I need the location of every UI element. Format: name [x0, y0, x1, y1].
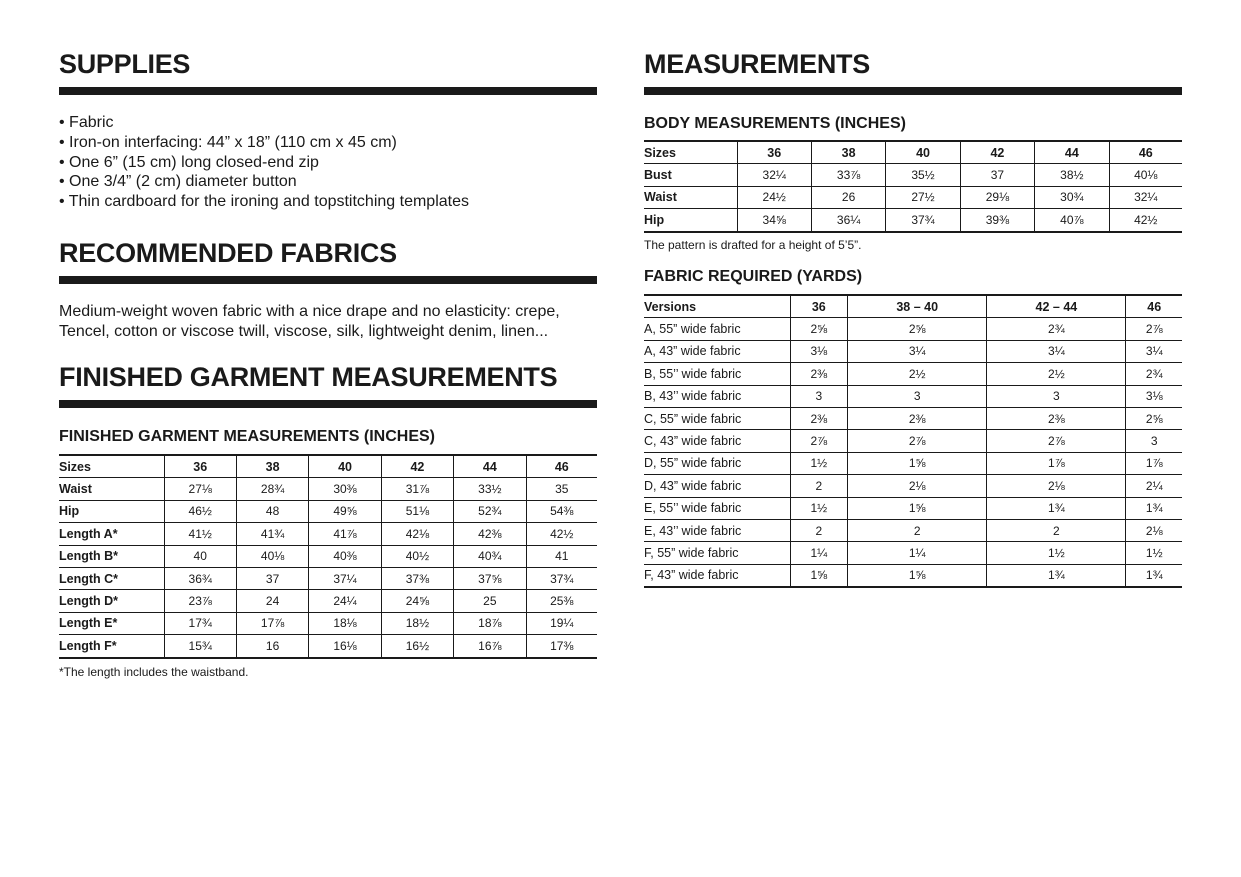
table-cell: 1¾ — [987, 497, 1126, 519]
supplies-item: • One 3/4” (2 cm) diameter button — [59, 173, 297, 191]
table-cell: 26 — [811, 186, 885, 208]
table-cell: 42⅜ — [454, 523, 526, 545]
row-label: Length A* — [59, 523, 164, 545]
table-cell: 32¼ — [737, 164, 811, 186]
column-header-size: 36 — [164, 455, 236, 478]
table-cell: 2⅝ — [1126, 407, 1182, 429]
table-row — [59, 500, 597, 522]
row-label: Hip — [59, 500, 164, 522]
table-cell: 40¾ — [454, 545, 526, 567]
table-cell: 32¼ — [1109, 186, 1182, 208]
table-cell: 2½ — [987, 363, 1126, 385]
table-cell: 37 — [236, 567, 308, 589]
table-cell: 2¾ — [1126, 363, 1182, 385]
table-cell: 16⅞ — [454, 635, 526, 658]
table-row — [644, 564, 1182, 587]
column-header-size: 46 — [526, 455, 597, 478]
table-cell: 2½ — [848, 363, 987, 385]
table-row — [59, 635, 597, 658]
table-cell: 2⅞ — [987, 430, 1126, 452]
finished-measurements-table — [59, 454, 597, 659]
supplies-rule — [59, 87, 597, 95]
table-cell: 1⅝ — [790, 564, 848, 587]
table-row — [59, 545, 597, 567]
row-label: E, 43’’ wide fabric — [644, 519, 790, 541]
table-cell: 36¼ — [811, 209, 885, 232]
table-cell: 2¼ — [1126, 475, 1182, 497]
table-row — [644, 407, 1182, 429]
table-cell: 40 — [164, 545, 236, 567]
table-cell: 40⅛ — [1109, 164, 1182, 186]
table-cell: 3 — [790, 385, 848, 407]
finished-rule — [59, 400, 597, 408]
table-cell: 1⅞ — [1126, 452, 1182, 474]
table-cell: 2⅛ — [1126, 519, 1182, 541]
row-label: Hip — [644, 209, 737, 232]
fabrics-text: Medium-weight woven fabric with a nice drape and no elasticity: crepe, Tencel, cotton or viscose twill, viscose, silk, lightweight denim, linen... — [59, 303, 560, 340]
table-row — [644, 519, 1182, 541]
table-cell: 2⅜ — [848, 407, 987, 429]
table-cell: 2⅞ — [790, 430, 848, 452]
table-row — [644, 430, 1182, 452]
table-cell: 25⅜ — [526, 590, 597, 612]
column-header-size: 38 — [236, 455, 308, 478]
table-cell: 17⅞ — [236, 612, 308, 634]
table-cell: 41 — [526, 545, 597, 567]
table-cell: 16⅛ — [309, 635, 381, 658]
table-cell: 2⅛ — [848, 475, 987, 497]
table-row — [59, 612, 597, 634]
table-cell: 41¾ — [236, 523, 308, 545]
table-cell: 2⅛ — [987, 475, 1126, 497]
row-label: F, 55” wide fabric — [644, 542, 790, 564]
table-cell: 28¾ — [236, 478, 308, 500]
table-cell: 3 — [1126, 430, 1182, 452]
row-label: B, 43’’ wide fabric — [644, 385, 790, 407]
table-cell: 33⅞ — [811, 164, 885, 186]
row-label: Length E* — [59, 612, 164, 634]
supplies-list — [59, 113, 469, 212]
column-header-size: 38 — [811, 141, 885, 164]
supplies-item: • Fabric — [59, 114, 114, 131]
column-header-size: 40 — [309, 455, 381, 478]
table-cell: 1½ — [790, 452, 848, 474]
table-cell: 1⅝ — [848, 564, 987, 587]
row-label: F, 43” wide fabric — [644, 564, 790, 587]
table-cell: 41½ — [164, 523, 236, 545]
row-label: C, 55” wide fabric — [644, 407, 790, 429]
table-cell: 23⅞ — [164, 590, 236, 612]
column-header-size: 40 — [886, 141, 960, 164]
supplies-heading: SUPPLIES — [59, 49, 191, 79]
table-cell: 2¾ — [987, 318, 1126, 340]
table-cell: 29⅛ — [960, 186, 1034, 208]
supplies-item: • Thin cardboard for the ironing and topstitching templates — [59, 193, 469, 211]
column-header-size: 46 — [1109, 141, 1182, 164]
table-cell: 24½ — [737, 186, 811, 208]
table-row — [644, 452, 1182, 474]
table-cell: 52¾ — [454, 500, 526, 522]
table-row — [644, 385, 1182, 407]
table-row — [644, 340, 1182, 362]
table-cell: 2⅝ — [790, 318, 848, 340]
body-note: The pattern is drafted for a height of 5’5”. — [644, 238, 862, 252]
table-cell: 2⅜ — [987, 407, 1126, 429]
supplies-item: • One 6” (15 cm) long closed-end zip — [59, 153, 319, 171]
table-cell: 1⅝ — [848, 452, 987, 474]
table-cell: 37¾ — [526, 567, 597, 589]
table-cell: 42½ — [1109, 209, 1182, 232]
column-header-size: 38 – 40 — [848, 295, 987, 318]
finished-table-title: FINISHED GARMENT MEASUREMENTS (INCHES) — [59, 428, 436, 445]
table-row — [59, 478, 597, 500]
column-header-size: 36 — [790, 295, 848, 318]
table-cell: 3⅛ — [1126, 385, 1182, 407]
row-label: Waist — [59, 478, 164, 500]
table-row — [59, 523, 597, 545]
table-cell: 19¼ — [526, 612, 597, 634]
table-cell: 36¾ — [164, 567, 236, 589]
table-cell: 18½ — [381, 612, 453, 634]
column-header-size: 42 – 44 — [987, 295, 1126, 318]
row-label: Bust — [644, 164, 737, 186]
table-cell: 33½ — [454, 478, 526, 500]
table-row — [644, 186, 1182, 208]
table-cell: 24⅝ — [381, 590, 453, 612]
table-cell: 37¼ — [309, 567, 381, 589]
table-cell: 1½ — [1126, 542, 1182, 564]
finished-note: *The length includes the waistband. — [59, 665, 249, 679]
table-cell: 18⅞ — [454, 612, 526, 634]
column-header-size: 44 — [454, 455, 526, 478]
table-cell: 24¼ — [309, 590, 381, 612]
table-row — [644, 363, 1182, 385]
table-cell: 48 — [236, 500, 308, 522]
table-cell: 1¼ — [790, 542, 848, 564]
table-row — [644, 209, 1182, 232]
fabrics-rule — [59, 276, 597, 284]
body-table-title: BODY MEASUREMENTS (INCHES) — [644, 115, 906, 132]
table-cell: 2⅜ — [790, 407, 848, 429]
table-cell: 34⅝ — [737, 209, 811, 232]
fabrics-heading: RECOMMENDED FABRICS — [59, 238, 397, 268]
table-cell: 35½ — [886, 164, 960, 186]
row-label: Waist — [644, 186, 737, 208]
row-label: Length B* — [59, 545, 164, 567]
table-cell: 31⅞ — [381, 478, 453, 500]
table-cell: 1½ — [987, 542, 1126, 564]
table-cell: 42⅛ — [381, 523, 453, 545]
table-cell: 3⅛ — [790, 340, 848, 362]
column-header-size: 44 — [1035, 141, 1109, 164]
measurements-heading: MEASUREMENTS — [644, 49, 870, 79]
table-cell: 37 — [960, 164, 1034, 186]
table-cell: 41⅞ — [309, 523, 381, 545]
table-cell: 2⅜ — [790, 363, 848, 385]
row-label: Length C* — [59, 567, 164, 589]
table-row — [644, 164, 1182, 186]
table-cell: 37⅝ — [454, 567, 526, 589]
table-row — [59, 567, 597, 589]
table-cell: 2 — [790, 519, 848, 541]
table-cell: 30⅜ — [309, 478, 381, 500]
table-cell: 24 — [236, 590, 308, 612]
fabric-table-title: FABRIC REQUIRED (YARDS) — [644, 268, 863, 285]
column-header-size: 36 — [737, 141, 811, 164]
table-cell: 16 — [236, 635, 308, 658]
table-cell: 30¾ — [1035, 186, 1109, 208]
row-label: Length F* — [59, 635, 164, 658]
table-cell: 17¾ — [164, 612, 236, 634]
table-cell: 1⅞ — [987, 452, 1126, 474]
table-cell: 1¾ — [987, 564, 1126, 587]
table-cell: 1¼ — [848, 542, 987, 564]
table-cell: 38½ — [1035, 164, 1109, 186]
measurements-rule — [644, 87, 1182, 95]
row-label: C, 43” wide fabric — [644, 430, 790, 452]
column-header-label: Versions — [644, 295, 790, 318]
table-cell: 18⅛ — [309, 612, 381, 634]
table-cell: 40⅛ — [236, 545, 308, 567]
table-cell: 40½ — [381, 545, 453, 567]
finished-heading: FINISHED GARMENT MEASUREMENTS — [59, 362, 558, 392]
fabric-required-table — [644, 294, 1182, 588]
table-cell: 54⅜ — [526, 500, 597, 522]
table-cell: 2⅞ — [848, 430, 987, 452]
table-cell: 35 — [526, 478, 597, 500]
table-cell: 40⅜ — [309, 545, 381, 567]
table-cell: 3¼ — [987, 340, 1126, 362]
table-cell: 1½ — [790, 497, 848, 519]
table-cell: 3 — [848, 385, 987, 407]
table-cell: 25 — [454, 590, 526, 612]
table-row — [644, 542, 1182, 564]
table-cell: 51⅛ — [381, 500, 453, 522]
table-cell: 17⅜ — [526, 635, 597, 658]
column-header-size: 46 — [1126, 295, 1182, 318]
column-header-size: 42 — [960, 141, 1034, 164]
table-cell: 37¾ — [886, 209, 960, 232]
column-header-label: Sizes — [59, 455, 164, 478]
table-cell: 3¼ — [1126, 340, 1182, 362]
table-cell: 39⅜ — [960, 209, 1034, 232]
row-label: E, 55’’ wide fabric — [644, 497, 790, 519]
row-label: A, 55” wide fabric — [644, 318, 790, 340]
table-cell: 49⅝ — [309, 500, 381, 522]
table-cell: 2⅝ — [848, 318, 987, 340]
table-cell: 27⅛ — [164, 478, 236, 500]
table-cell: 2 — [848, 519, 987, 541]
table-row — [644, 318, 1182, 340]
table-cell: 1¾ — [1126, 497, 1182, 519]
table-cell: 3¼ — [848, 340, 987, 362]
column-header-label: Sizes — [644, 141, 737, 164]
column-header-size: 42 — [381, 455, 453, 478]
body-measurements-table — [644, 140, 1182, 233]
table-cell: 2 — [790, 475, 848, 497]
table-cell: 27½ — [886, 186, 960, 208]
table-cell: 3 — [987, 385, 1126, 407]
table-row — [59, 590, 597, 612]
table-row — [644, 475, 1182, 497]
table-cell: 40⅞ — [1035, 209, 1109, 232]
table-cell: 37⅜ — [381, 567, 453, 589]
row-label: D, 55” wide fabric — [644, 452, 790, 474]
table-cell: 2⅞ — [1126, 318, 1182, 340]
table-cell: 2 — [987, 519, 1126, 541]
row-label: Length D* — [59, 590, 164, 612]
row-label: D, 43” wide fabric — [644, 475, 790, 497]
row-label: A, 43” wide fabric — [644, 340, 790, 362]
table-cell: 15¾ — [164, 635, 236, 658]
table-cell: 46½ — [164, 500, 236, 522]
table-cell: 16½ — [381, 635, 453, 658]
table-cell: 42½ — [526, 523, 597, 545]
table-row — [644, 497, 1182, 519]
row-label: B, 55’’ wide fabric — [644, 363, 790, 385]
table-cell: 1⅝ — [848, 497, 987, 519]
table-cell: 1¾ — [1126, 564, 1182, 587]
supplies-item: • Iron-on interfacing: 44” x 18” (110 cm x 45 cm) — [59, 133, 397, 151]
